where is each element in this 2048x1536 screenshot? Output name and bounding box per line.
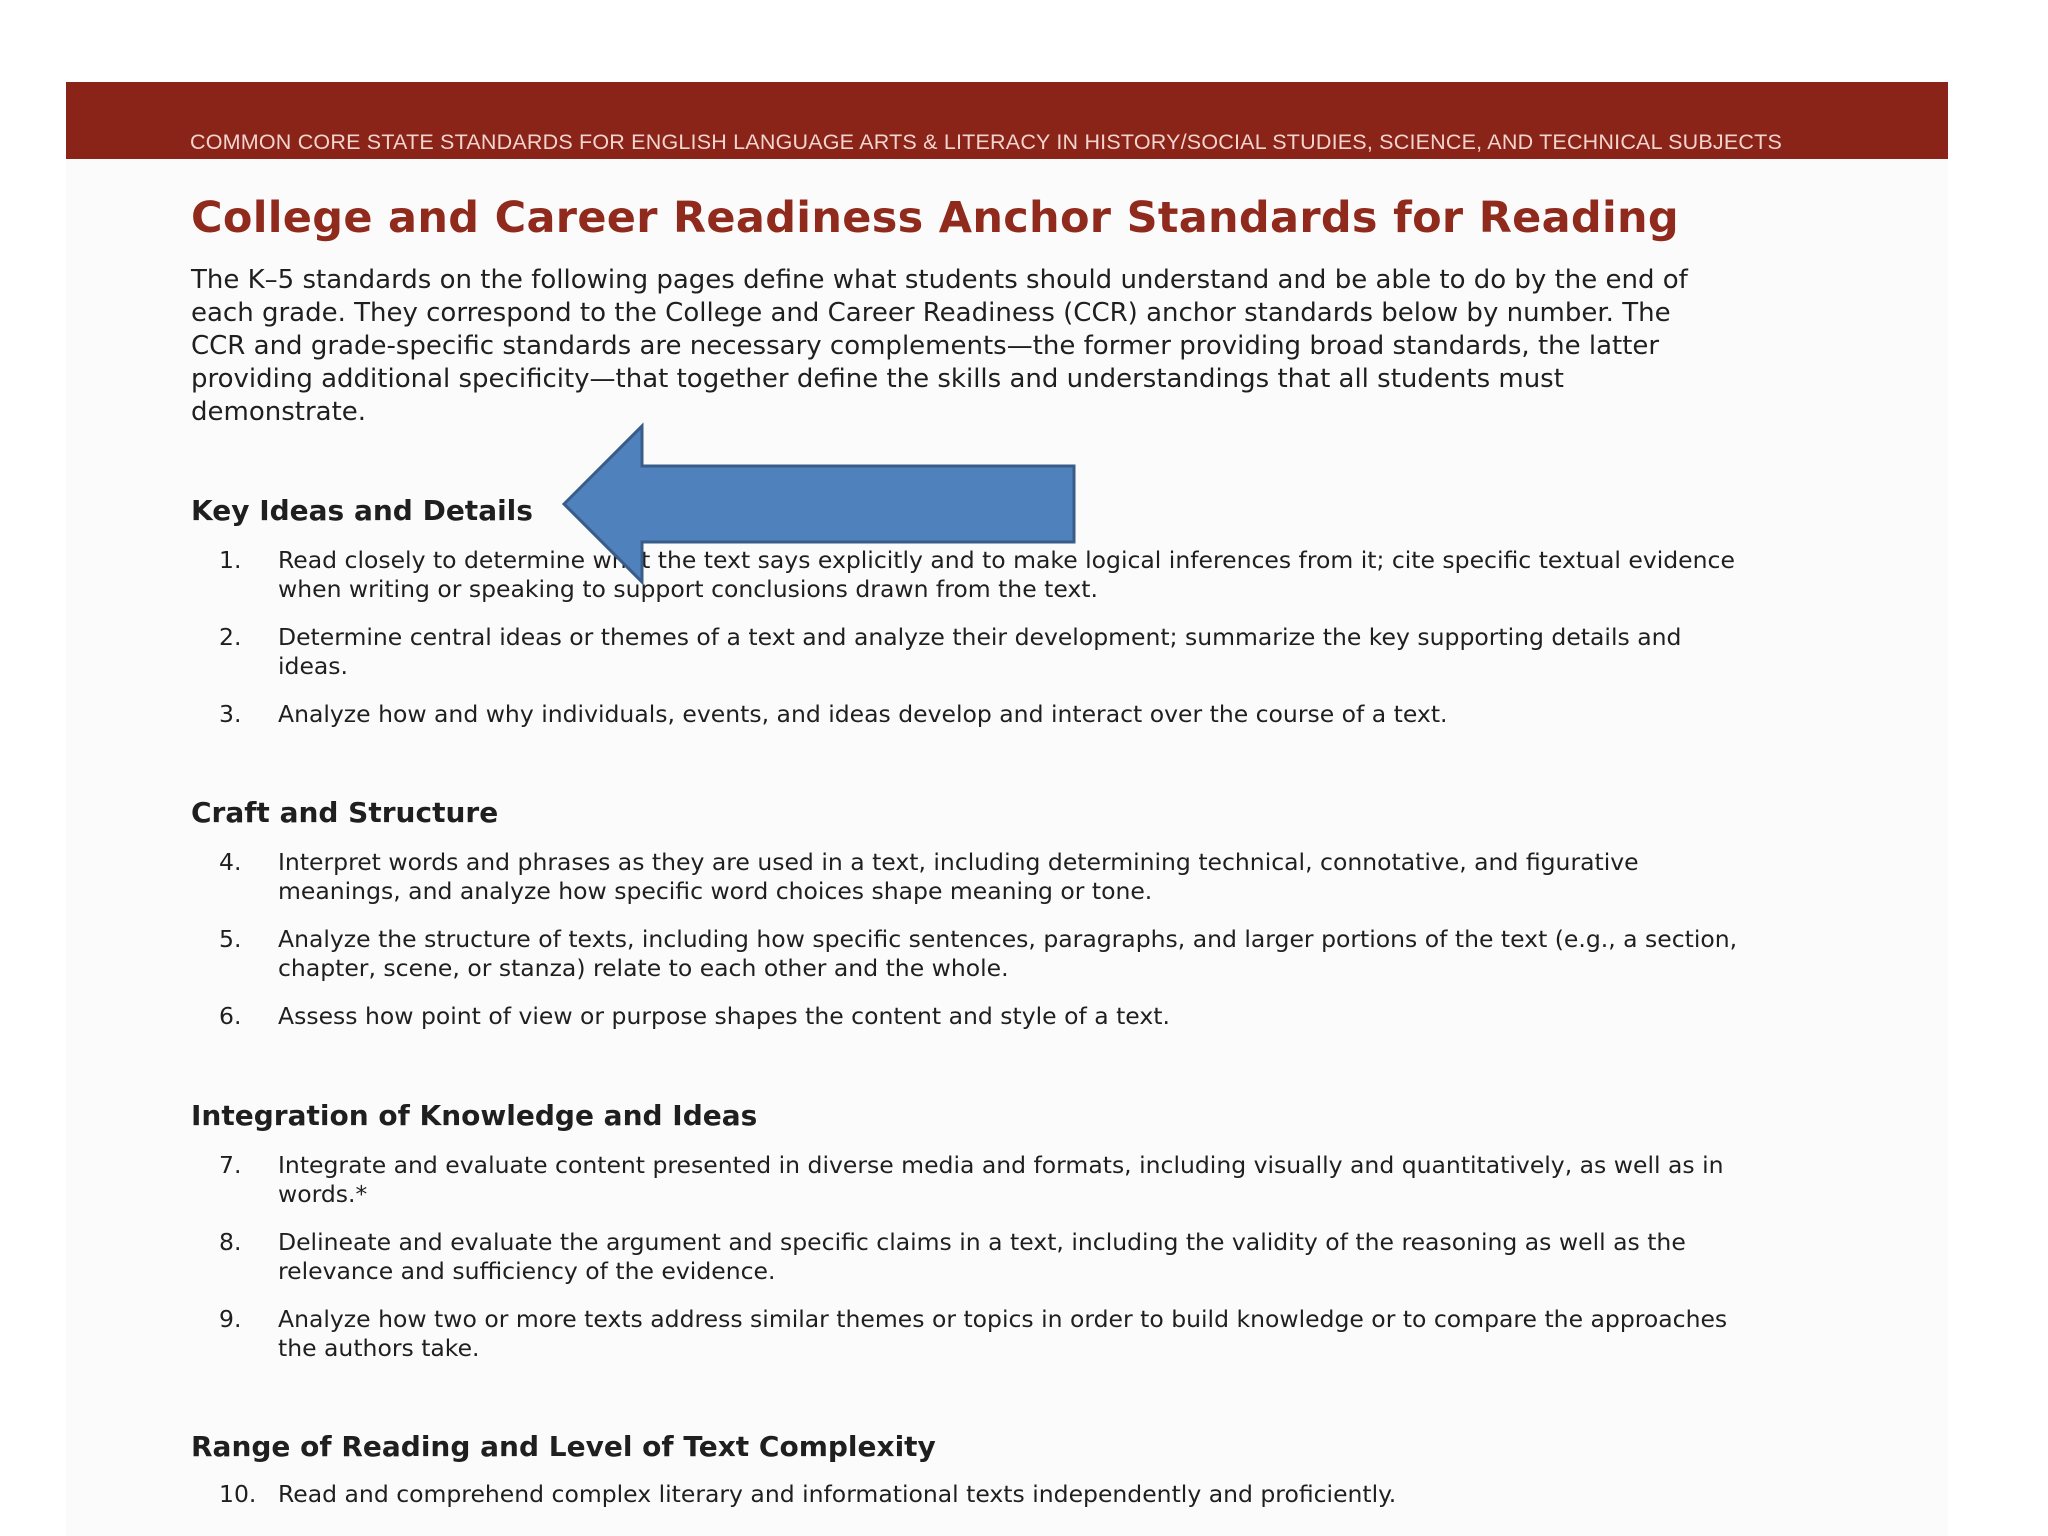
section-heading-key-ideas: Key Ideas and Details <box>191 494 533 527</box>
standard-item <box>191 1002 1751 1031</box>
page-title: College and Career Readiness Anchor Standards for Reading <box>191 193 1680 243</box>
left-arrow-icon <box>560 420 1080 588</box>
standard-text: Determine central ideas or themes of a text and analyze their development; summarize the key supporting details and ideas. <box>278 623 1682 680</box>
standard-text: Delineate and evaluate the argument and specific claims in a text, including the validity of the reasoning as well as the relevance and sufficiency of the evidence. <box>278 1228 1686 1285</box>
header-bar <box>66 82 1948 159</box>
standard-item <box>191 1305 1751 1363</box>
standard-number: 9. <box>219 1305 242 1333</box>
running-head: COMMON CORE STATE STANDARDS FOR ENGLISH LANGUAGE ARTS & LITERACY IN HISTORY/SOCIAL STUDIES, SCIENCE, AND TECHNICAL SUBJECTS <box>190 130 1783 154</box>
standard-text: Analyze the structure of texts, including how specific sentences, paragraphs, and larger portions of the text (e.g., a section, chapter, scene, or stanza) relate to each other and the whole. <box>278 925 1738 982</box>
standard-item <box>191 1480 1751 1509</box>
standard-text: Read closely to determine what the text says explicitly and to make logical inferences from it; cite specific textual evidence when writing or speaking to support conclusions drawn from the text. <box>278 546 1735 603</box>
standard-text: Read and comprehend complex literary and informational texts independently and proficiently. <box>278 1480 1397 1508</box>
standard-number: 3. <box>219 700 242 728</box>
standard-number: 5. <box>219 925 242 953</box>
standards-list-range-of-reading <box>191 1480 1751 1528</box>
left-arrow-shape <box>564 426 1074 582</box>
standard-number: 8. <box>219 1228 242 1256</box>
standard-number: 1. <box>219 546 242 574</box>
standard-number: 4. <box>219 848 242 876</box>
standard-text: Assess how point of view or purpose shapes the content and style of a text. <box>278 1002 1170 1030</box>
standard-item <box>191 848 1751 906</box>
standard-text: Integrate and evaluate content presented in diverse media and formats, including visually and quantitatively, as well as in words.* <box>278 1151 1724 1208</box>
standard-text: Analyze how and why individuals, events, and ideas develop and interact over the course of a text. <box>278 700 1448 728</box>
section-heading-craft-structure: Craft and Structure <box>191 796 499 829</box>
standard-item <box>191 1228 1751 1286</box>
standard-number: 2. <box>219 623 242 651</box>
standard-number: 10. <box>219 1480 257 1508</box>
standard-item <box>191 700 1751 729</box>
standard-text: Interpret words and phrases as they are used in a text, including determining technical, connotative, and figurative meanings, and analyze how specific word choices shape meaning or tone. <box>278 848 1639 905</box>
section-heading-range-of-reading: Range of Reading and Level of Text Complexity <box>191 1430 936 1463</box>
standard-text: Analyze how two or more texts address similar themes or topics in order to build knowledge or to compare the approaches the authors take. <box>278 1305 1728 1362</box>
section-heading-integration: Integration of Knowledge and Ideas <box>191 1099 758 1132</box>
standard-number: 7. <box>219 1151 242 1179</box>
standards-list-integration <box>191 1151 1751 1382</box>
standard-item <box>191 623 1751 681</box>
intro-paragraph: The K–5 standards on the following pages define what students should understand and be able to do by the end of each grade. They correspond to the College and Career Readiness (CCR) anchor standards below by number. The CCR and grade-specific standards are necessary complements—the former providing broad standards, the latter providing additional specificity—that together define the skills and understandings that all students must demonstrate. <box>191 265 1688 427</box>
standard-item <box>191 925 1751 983</box>
standard-number: 6. <box>219 1002 242 1030</box>
standard-item <box>191 1151 1751 1209</box>
standards-list-craft-structure <box>191 848 1751 1050</box>
